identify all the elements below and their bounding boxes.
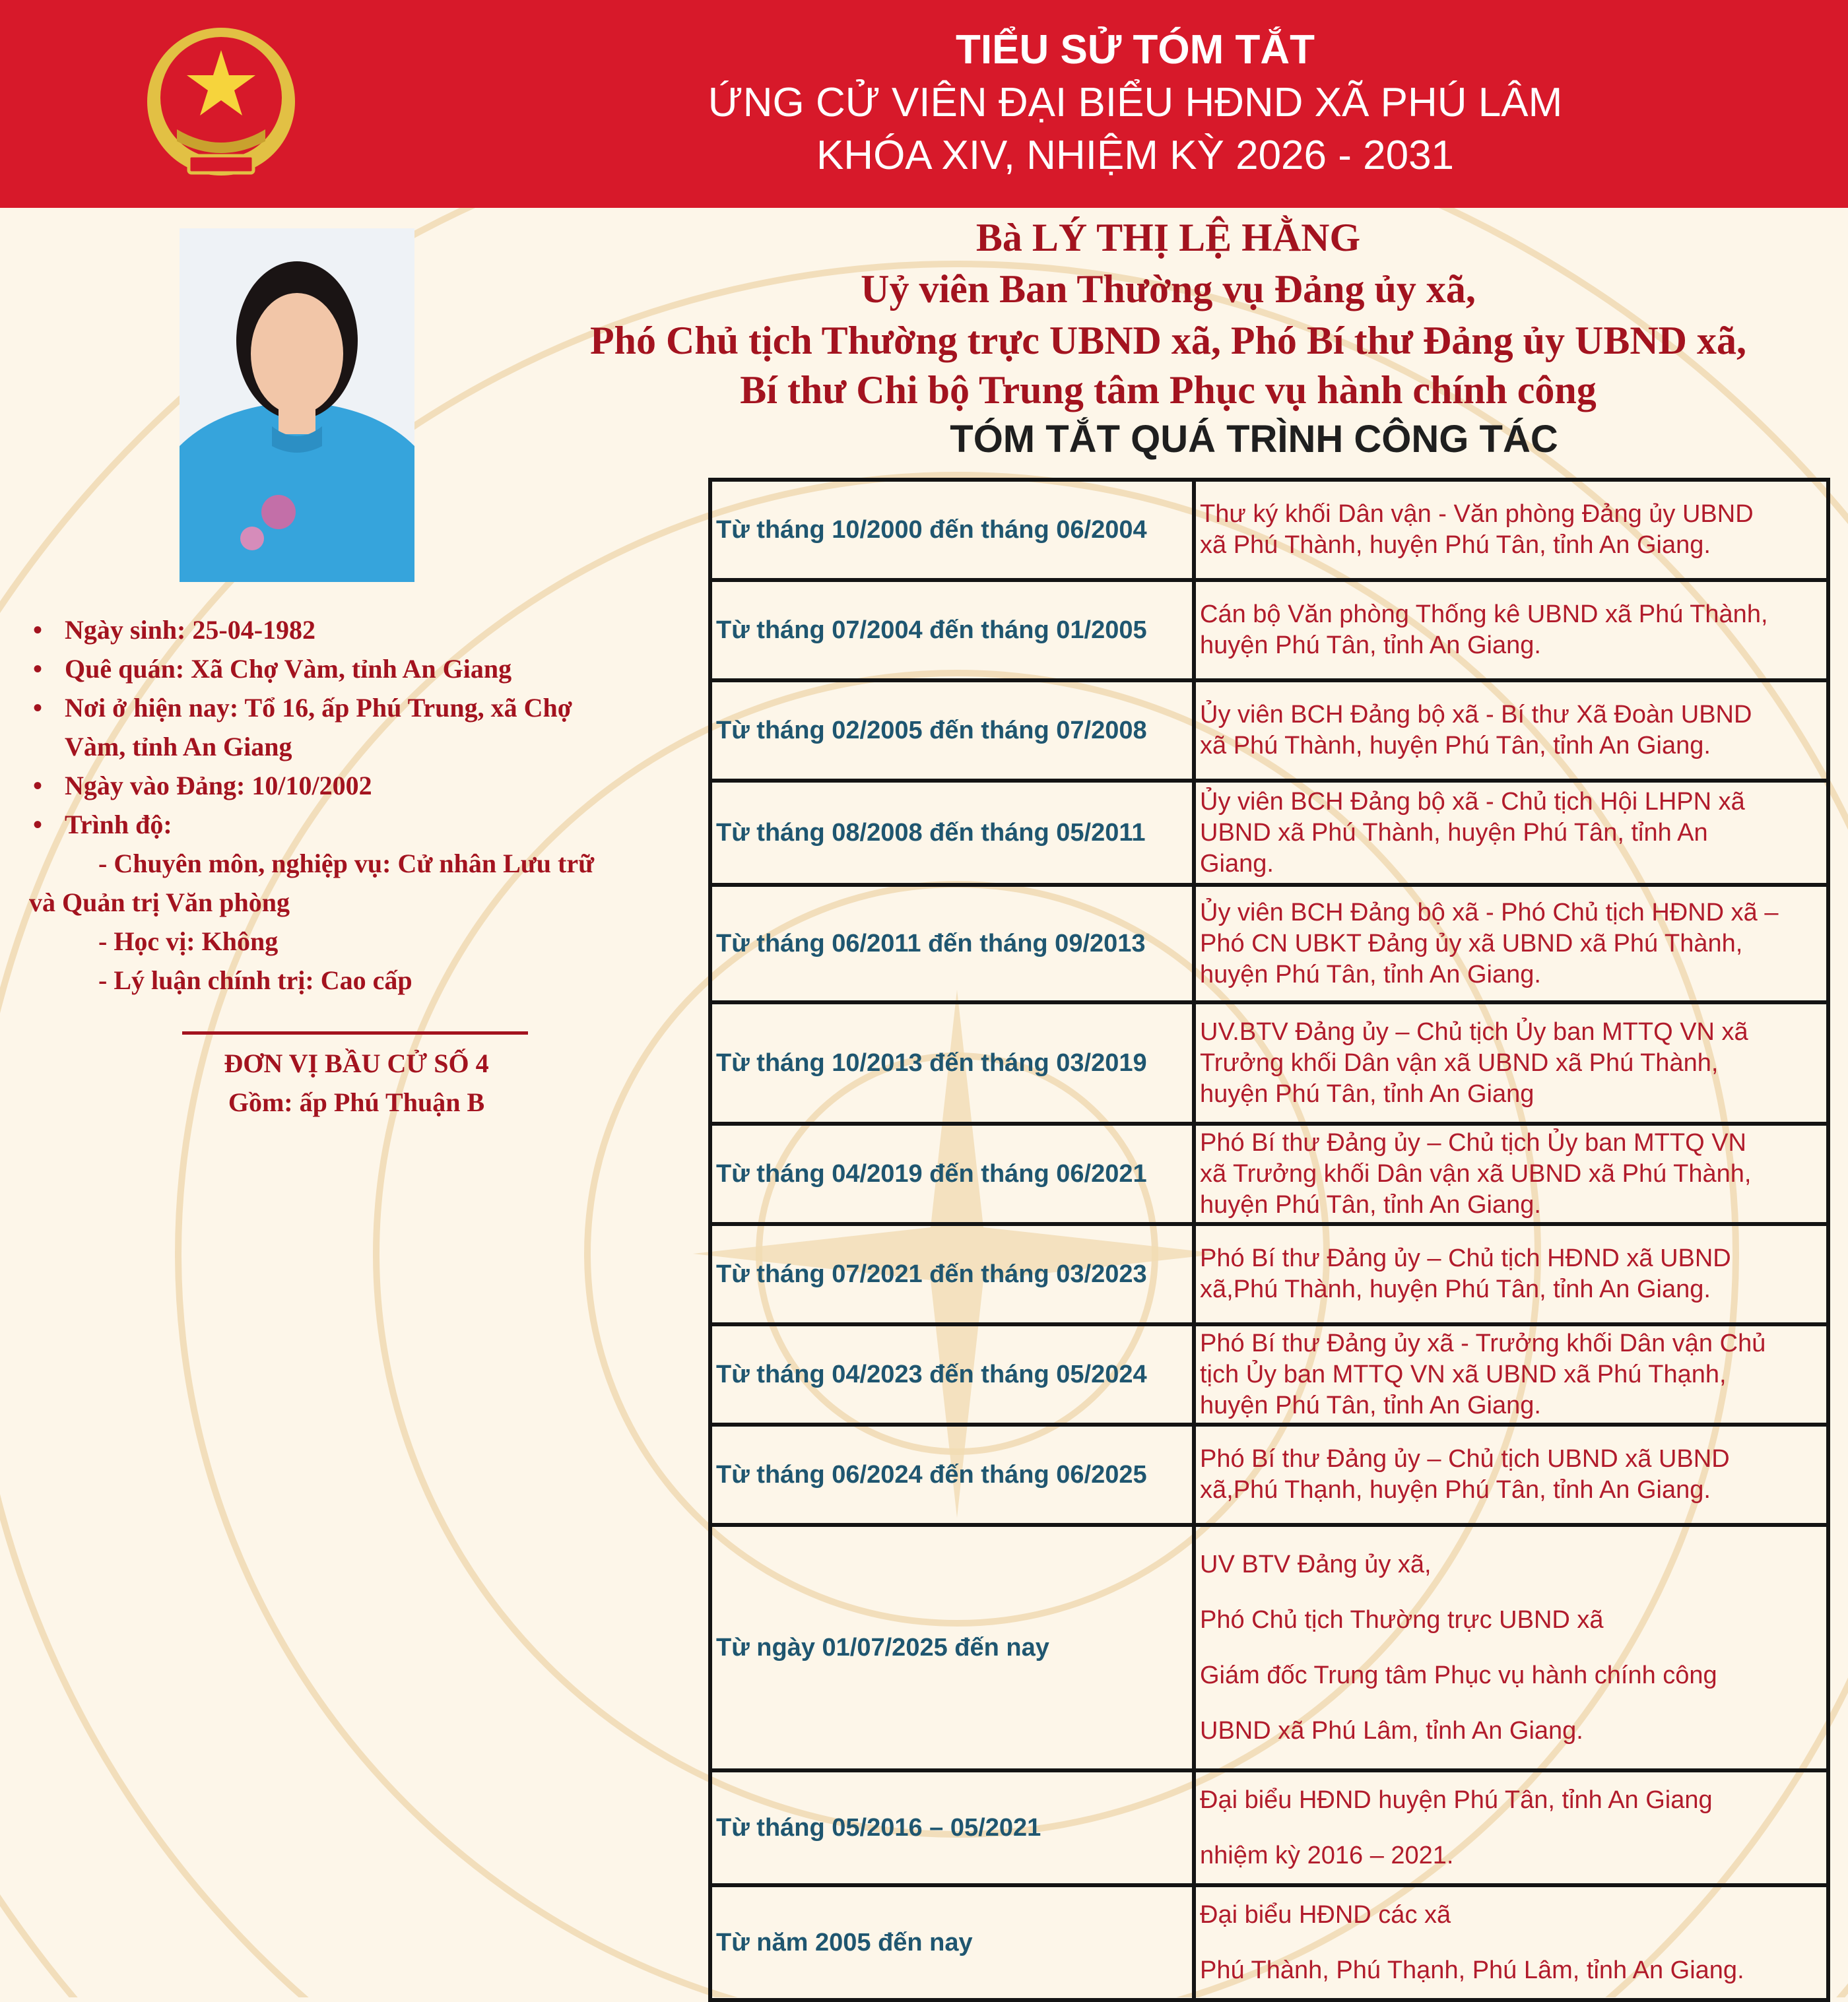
history-description-line: Phú Thành, Phú Thạnh, Phú Lâm, tỉnh An Giang. — [1200, 1956, 1744, 1984]
history-row — [710, 480, 1828, 580]
history-description-line: Thư ký khối Dân vận - Văn phòng Đảng ủy UBND — [1200, 500, 1754, 528]
info-level: • Trình độ: — [33, 810, 172, 839]
history-description-line: Trưởng khối Dân vận xã UBND xã Phú Thành, — [1200, 1049, 1719, 1077]
national-emblem-icon — [136, 24, 306, 189]
history-period: Từ tháng 07/2021 đến tháng 03/2023 — [710, 1224, 1194, 1324]
info-birth: • Ngày sinh: 25-04-1982 — [33, 615, 316, 645]
history-description-line: huyện Phú Tân, tỉnh An Giang. — [1200, 960, 1541, 988]
history-description-line: xã Trưởng khối Dân vận xã UBND xã Phú Thành, — [1200, 1159, 1752, 1188]
history-period: Từ năm 2005 đến nay — [710, 1885, 1194, 2000]
history-description-line: Phó CN UBKT Đảng ủy xã UBND xã Phú Thành, — [1200, 929, 1743, 957]
history-period: Từ tháng 06/2011 đến tháng 09/2013 — [710, 885, 1194, 1002]
history-period: Từ tháng 10/2013 đến tháng 03/2019 — [710, 1002, 1194, 1124]
info-major-cont: và Quản trị Văn phòng — [29, 888, 290, 917]
history-period: Từ tháng 02/2005 đến tháng 07/2008 — [710, 680, 1194, 781]
info-degree: - Học vị: Không — [98, 926, 279, 956]
history-description-line: Phó Bí thư Đảng ủy – Chủ tịch UBND xã UBND — [1200, 1445, 1730, 1473]
history-description — [1194, 580, 1828, 680]
history-row — [710, 680, 1828, 781]
candidate-name: Bà LÝ THỊ LỆ HẰNG — [975, 216, 1361, 259]
history-description-line: xã Phú Thành, huyện Phú Tân, tỉnh An Giang. — [1200, 732, 1711, 759]
divider — [182, 1031, 528, 1035]
history-row — [710, 1525, 1828, 1770]
info-politics: - Lý luận chính trị: Cao cấp — [98, 965, 412, 995]
history-description — [1194, 1770, 1828, 1885]
history-description — [1194, 1324, 1828, 1425]
history-description-line: xã Phú Thành, huyện Phú Tân, tỉnh An Giang. — [1200, 531, 1711, 559]
history-period: Từ tháng 06/2024 đến tháng 06/2025 — [710, 1425, 1194, 1525]
history-row — [710, 885, 1828, 1002]
history-description-line: huyện Phú Tân, tỉnh An Giang. — [1200, 1391, 1541, 1419]
history-description-line: Cán bộ Văn phòng Thống kê UBND xã Phú Thành, — [1200, 600, 1768, 628]
history-row — [710, 580, 1828, 680]
history-description-line: Ủy viên BCH Đảng bộ xã - Phó Chủ tịch HĐND xã – — [1200, 898, 1779, 926]
history-row — [710, 1770, 1828, 1885]
history-period: Từ tháng 07/2004 đến tháng 01/2005 — [710, 580, 1194, 680]
history-row — [710, 1002, 1828, 1124]
work-history-table — [708, 478, 1830, 2002]
history-description — [1194, 1425, 1828, 1525]
candidate-role-2: Phó Chủ tịch Thường trực UBND xã, Phó Bí thư Đảng ủy UBND xã, — [589, 319, 1747, 362]
history-period: Từ tháng 05/2016 – 05/2021 — [710, 1770, 1194, 1885]
history-description — [1194, 480, 1828, 580]
history-description — [1194, 1124, 1828, 1224]
history-description-line: Phó Chủ tịch Thường trực UBND xã — [1200, 1606, 1604, 1634]
history-description — [1194, 1525, 1828, 1770]
history-description-line: Ủy viên BCH Đảng bộ xã - Chủ tịch Hội LHPN xã — [1200, 787, 1745, 816]
history-description — [1194, 680, 1828, 781]
history-description-line: UBND xã Phú Lâm, tỉnh An Giang. — [1200, 1717, 1583, 1745]
history-period: Từ tháng 10/2000 đến tháng 06/2004 — [710, 480, 1194, 580]
history-description-line: xã,Phú Thạnh, huyện Phú Tân, tỉnh An Giang. — [1200, 1476, 1711, 1504]
history-description-line: Giám đốc Trung tâm Phục vụ hành chính công — [1200, 1662, 1717, 1689]
history-period: Từ tháng 04/2023 đến tháng 05/2024 — [710, 1324, 1194, 1425]
candidate-photo — [180, 228, 414, 582]
history-description-line: xã,Phú Thành, huyện Phú Tân, tỉnh An Giang. — [1200, 1275, 1711, 1303]
history-description-line: huyện Phú Tân, tỉnh An Giang. — [1200, 1190, 1541, 1219]
header-term: KHÓA XIV, NHIỆM KỲ 2026 - 2031 — [816, 133, 1455, 178]
work-history-body — [710, 480, 1828, 2000]
history-description — [1194, 885, 1828, 1002]
history-description — [1194, 1002, 1828, 1124]
personal-info — [29, 610, 676, 1000]
history-description-line: UV BTV Đảng ủy xã, — [1200, 1551, 1432, 1578]
info-major: - Chuyên môn, nghiệp vụ: Cử nhân Lưu trữ — [98, 849, 595, 878]
history-description — [1194, 1224, 1828, 1324]
history-description-line: Phó Bí thư Đảng ủy – Chủ tịch HĐND xã UBND — [1200, 1244, 1731, 1272]
history-row — [710, 1224, 1828, 1324]
electoral-unit-area: Gồm: ấp Phú Thuận B — [228, 1087, 485, 1117]
history-row — [710, 1124, 1828, 1224]
info-hometown: • Quê quán: Xã Chợ Vàm, tỉnh An Giang — [33, 654, 512, 684]
history-description — [1194, 1885, 1828, 2000]
history-description-line: huyện Phú Tân, tỉnh An Giang — [1200, 1080, 1534, 1108]
portrait-icon — [180, 228, 414, 582]
history-description-line: huyện Phú Tân, tỉnh An Giang. — [1200, 631, 1541, 659]
header-banner — [0, 0, 1848, 208]
history-description-line: nhiệm kỳ 2016 – 2021. — [1200, 1842, 1454, 1869]
history-description-line: Giang. — [1200, 849, 1274, 878]
history-description-line: Phó Bí thư Đảng ủy xã - Trưởng khối Dân vận Chủ — [1200, 1329, 1766, 1357]
history-description-line: UV.BTV Đảng ủy – Chủ tịch Ủy ban MTTQ VN xã — [1200, 1017, 1748, 1046]
electoral-unit-title: ĐƠN VỊ BẦU CỬ SỐ 4 — [224, 1049, 489, 1078]
candidate-role-3: Bí thư Chi bộ Trung tâm Phục vụ hành chính công — [740, 368, 1597, 412]
history-description-line: Phó Bí thư Đảng ủy – Chủ tịch Ủy ban MTTQ VN — [1200, 1128, 1747, 1157]
history-description-line: Ủy viên BCH Đảng bộ xã - Bí thư Xã Đoàn UBND — [1200, 701, 1752, 728]
history-row — [710, 781, 1828, 885]
section-title: TÓM TẮT QUÁ TRÌNH CÔNG TÁC — [950, 418, 1558, 461]
history-description — [1194, 781, 1828, 885]
history-row — [710, 1425, 1828, 1525]
history-period: Từ tháng 04/2019 đến tháng 06/2021 — [710, 1124, 1194, 1224]
info-party-date: • Ngày vào Đảng: 10/10/2002 — [33, 771, 372, 800]
history-description-line: UBND xã Phú Thành, huyện Phú Tân, tỉnh An — [1200, 818, 1708, 847]
history-description-line: Đại biểu HĐND huyện Phú Tân, tỉnh An Giang — [1200, 1786, 1713, 1814]
info-residence-cont: Vàm, tỉnh An Giang — [65, 732, 292, 761]
header-title: TIỂU SỬ TÓM TẮT — [956, 27, 1315, 73]
candidate-role-1: Uỷ viên Ban Thường vụ Đảng ủy xã, — [861, 267, 1476, 311]
header-subtitle: ỨNG CỬ VIÊN ĐẠI BIỂU HĐND XÃ PHÚ LÂM — [708, 80, 1563, 125]
history-description-line: tịch Ủy ban MTTQ VN xã UBND xã Phú Thạnh, — [1200, 1360, 1727, 1388]
info-residence: • Nơi ở hiện nay: Tổ 16, ấp Phú Trung, xã Chợ — [33, 693, 572, 723]
history-row — [710, 1885, 1828, 2000]
history-period: Từ ngày 01/07/2025 đến nay — [710, 1525, 1194, 1770]
history-period: Từ tháng 08/2008 đến tháng 05/2011 — [710, 781, 1194, 885]
history-row — [710, 1324, 1828, 1425]
history-description-line: Đại biểu HĐND các xã — [1200, 1901, 1451, 1929]
